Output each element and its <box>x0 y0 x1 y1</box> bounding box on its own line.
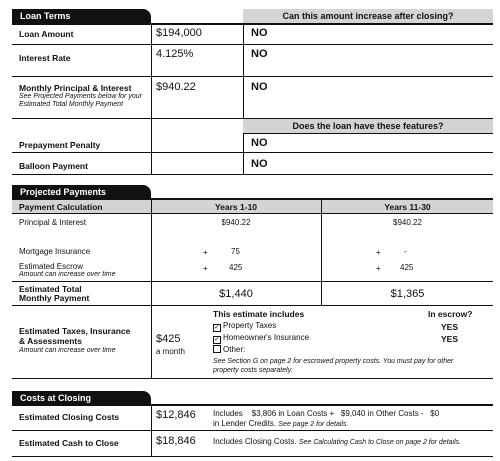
pi-years-1-10: $940.22 <box>221 218 251 227</box>
total-years-11-30: $1,365 <box>390 288 425 300</box>
closing-costs-detail-line2 <box>213 419 348 430</box>
divider <box>12 404 493 406</box>
checkbox-homeowners-insurance[interactable]: ✓ <box>214 336 220 343</box>
item-label: Property Taxes <box>223 321 277 330</box>
interest-rate-value: 4.125% <box>156 48 194 60</box>
monthly-pi-note: Estimated Total Monthly Payment <box>19 101 124 108</box>
checkbox-other[interactable] <box>213 345 221 353</box>
escrow-note: Amount can increase over time <box>19 271 116 278</box>
balloon-label: Balloon Payment <box>19 161 88 171</box>
mortgage-insurance-label: Mortgage Insurance <box>19 247 91 256</box>
increase-header: Can this amount increase after closing? <box>243 9 493 23</box>
item-homeowners-insurance <box>213 333 309 344</box>
checkbox-property-taxes[interactable]: ✓ <box>214 324 220 331</box>
divider <box>12 378 493 379</box>
loan-amount-value: $194,000 <box>156 27 202 39</box>
lender-credits-text: in Lender Credits. <box>213 419 277 428</box>
pi-years-11-30: $940.22 <box>393 218 422 227</box>
divider <box>243 133 493 134</box>
plus-sign: + <box>376 248 381 257</box>
divider <box>12 174 493 175</box>
includes-text: Includes <box>213 409 243 418</box>
col-years-1-10: Years 1-10 <box>214 202 258 212</box>
mi-years-1-10: 75 <box>231 247 240 256</box>
loan-costs-text: in Loan Costs + <box>278 409 335 418</box>
plus-sign: + <box>376 264 381 273</box>
total-payment-label: Monthly Payment <box>19 293 90 303</box>
closing-costs-value: $12,846 <box>156 409 196 421</box>
cash-to-close-detail <box>213 437 461 448</box>
loan-amount-label: Loan Amount <box>19 29 74 39</box>
escrow-footnote: See Section G on page 2 for escrowed property costs. You must pay for other <box>213 358 454 365</box>
projected-payments-tab: Projected Payments <box>12 185 151 199</box>
monthly-pi-value: $940.22 <box>156 81 196 93</box>
costs-at-closing-tab: Costs at Closing <box>12 391 151 405</box>
total-payment-label: Estimated Total <box>19 284 82 294</box>
item-property-taxes <box>213 321 276 332</box>
principal-interest-label: Principal & Interest <box>19 218 87 227</box>
divider <box>12 23 493 25</box>
divider <box>151 305 152 378</box>
divider <box>12 44 493 45</box>
other-costs-text: in Other Costs - <box>367 409 424 418</box>
monthly-pi-answer: NO <box>251 81 268 93</box>
features-header: Does the loan have these features? <box>243 119 493 133</box>
homeowners-insurance-in-escrow: YES <box>441 334 459 344</box>
divider <box>12 152 493 153</box>
loan-costs-amount: $3,806 <box>251 409 277 418</box>
closing-costs-detail <box>213 409 439 418</box>
escrow-years-1-10: 425 <box>229 263 243 272</box>
prepayment-label: Prepayment Penalty <box>19 140 101 150</box>
taxes-value: $425 <box>156 333 181 345</box>
estimated-escrow-label: Estimated Escrow <box>19 262 84 271</box>
divider <box>12 76 493 77</box>
taxes-label: Estimated Taxes, Insurance <box>19 326 131 336</box>
interest-rate-answer: NO <box>251 48 268 60</box>
closing-costs-label: Estimated Closing Costs <box>19 412 120 422</box>
see-page-2-note: See page 2 for details. <box>278 421 349 428</box>
cash-to-close-label: Estimated Cash to Close <box>19 438 119 448</box>
divider <box>12 281 493 282</box>
loan-terms-tab: Loan Terms <box>12 9 151 23</box>
prepayment-answer: NO <box>251 137 268 149</box>
interest-rate-label: Interest Rate <box>19 53 71 63</box>
payment-calculation-label: Payment Calculation <box>19 202 103 212</box>
item-other <box>213 345 245 354</box>
cash-to-close-value: $18,846 <box>156 435 196 447</box>
lender-credits-amount: $0 <box>430 409 440 418</box>
cash-includes-text: Includes Closing Costs. <box>213 437 297 446</box>
taxes-note: Amount can increase over time <box>19 347 116 354</box>
divider <box>12 213 493 214</box>
mi-years-11-30: - <box>404 247 407 256</box>
item-label: Homeowner's Insurance <box>223 333 310 342</box>
plus-sign: + <box>203 248 208 257</box>
other-costs-amount: $9,040 <box>340 409 366 418</box>
item-label: Other: <box>223 345 246 354</box>
divider <box>12 456 493 457</box>
in-escrow-header: In escrow? <box>428 309 473 319</box>
includes-header: This estimate includes <box>213 309 305 319</box>
balloon-answer: NO <box>251 158 268 170</box>
loan-amount-answer: NO <box>251 27 268 39</box>
taxes-period: a month <box>156 347 185 356</box>
plus-sign: + <box>203 264 208 273</box>
monthly-pi-note: See Projected Payments below for your <box>19 93 142 100</box>
divider <box>12 305 493 306</box>
total-years-1-10: $1,440 <box>219 288 253 300</box>
divider <box>12 430 493 431</box>
cash-see-note: See Calculating Cash to Close on page 2 for details. <box>298 439 462 446</box>
escrow-years-11-30: 425 <box>400 263 414 272</box>
taxes-label: & Assessments <box>19 336 82 346</box>
escrow-footnote: property costs separately. <box>213 367 293 374</box>
monthly-pi-label: Monthly Principal & Interest <box>19 83 132 93</box>
col-years-11-30: Years 11-30 <box>384 202 431 212</box>
property-taxes-in-escrow: YES <box>441 322 459 332</box>
